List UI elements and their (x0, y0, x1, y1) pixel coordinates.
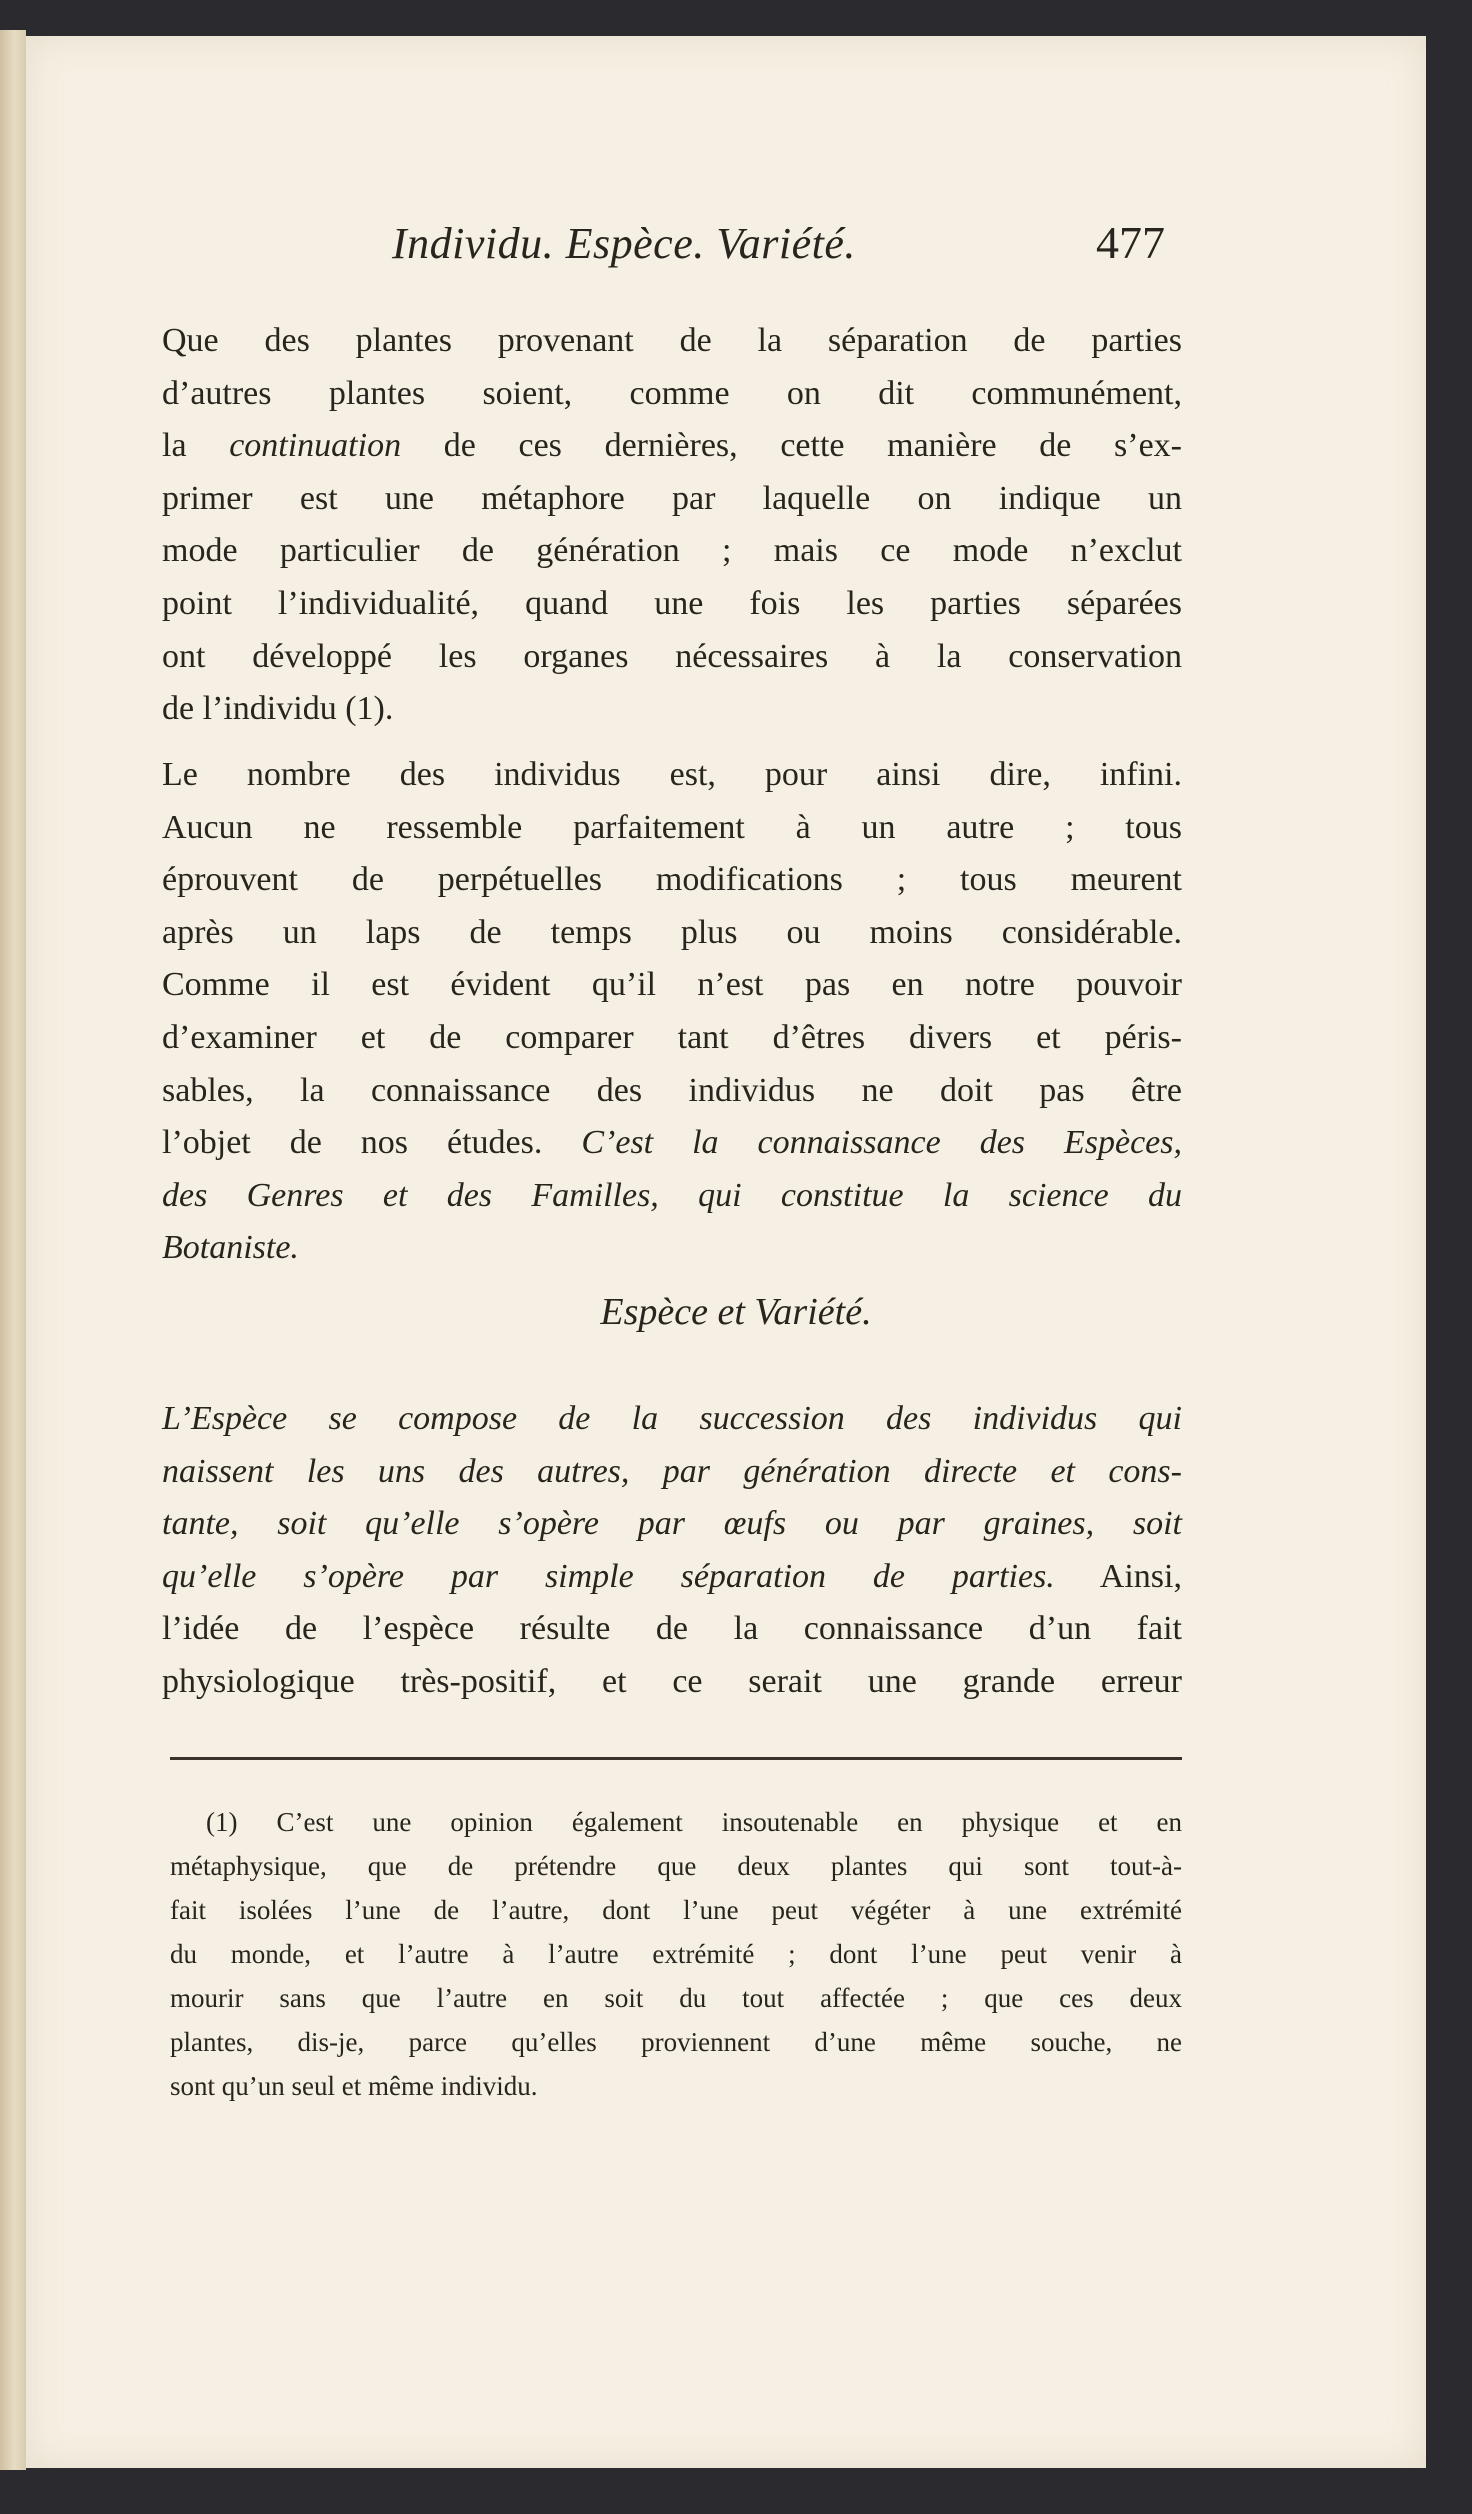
footnote (170, 1800, 1182, 2108)
text-run: la (162, 427, 230, 465)
text-line: tante, soit qu’elle s’opère par œufs ou par graines, soit (162, 1505, 1182, 1543)
text-line (162, 420, 1182, 473)
text-line: Aucun ne ressemble parfaitement à un autre ; tous (162, 808, 1182, 846)
footnote-line: plantes, dis-je, parce qu’elles proviennent d’une même souche, ne (170, 2027, 1182, 2057)
text-line: d’autres plantes soient, comme on dit communément, (162, 374, 1182, 412)
text-line: Comme il est évident qu’il n’est pas en notre pouvoir (162, 966, 1182, 1004)
text-line: Botaniste. (162, 1229, 299, 1267)
footnote-line: (1) C’est une opinion également insoutenable en physique et en (206, 1807, 1182, 1837)
text-line: Le nombre des individus est, pour ainsi dire, infini. (162, 756, 1182, 793)
text-line (162, 1117, 1182, 1170)
text-line: point l’individualité, quand une fois les parties séparées (162, 584, 1182, 622)
footnote-line: fait isolées l’une de l’autre, dont l’une peut végéter à une extrémité (170, 1895, 1182, 1925)
emphasis-run: qu’elle s’opère par simple séparation de parties. (162, 1557, 1055, 1595)
text-run: de ces dernières, cette manière de s’ex- (401, 427, 1182, 465)
section-heading: Espèce et Variété. (600, 1291, 872, 1333)
emphasis-continuation: continuation (229, 427, 402, 465)
text-line: après un laps de temps plus ou moins considérable. (162, 913, 1182, 951)
footnote-line: mourir sans que l’autre en soit du tout affectée ; que ces deux (170, 1983, 1182, 2013)
text-line: l’idée de l’espèce résulte de la connaissance d’un fait (162, 1610, 1182, 1648)
footnote-line: sont qu’un seul et même individu. (170, 2071, 538, 2101)
emphasis-run: C’est la connaissance des Espèces, (581, 1124, 1182, 1162)
text-line: ont développé les organes nécessaires à la conservation (162, 637, 1182, 675)
text-run: l’objet de nos études. (162, 1124, 582, 1162)
text-line: naissent les uns des autres, par génération directe et cons- (162, 1452, 1182, 1490)
footnote-line: du monde, et l’autre à l’autre extrémité ; dont l’une peut venir à (170, 1939, 1182, 1969)
page-number: 477 (1096, 217, 1165, 268)
footnote-divider (170, 1757, 1182, 1760)
text-line: d’examiner et de comparer tant d’êtres divers et péris- (162, 1018, 1182, 1056)
paragraph-1 (162, 315, 1182, 736)
text-run: Ainsi, (1054, 1557, 1182, 1595)
text-line: mode particulier de génération ; mais ce mode n’exclut (162, 532, 1182, 570)
book-edge (0, 30, 26, 2470)
footnote-line: métaphysique, que de prétendre que deux plantes qui sont tout-à- (170, 1851, 1182, 1881)
text-line: L’Espèce se compose de la succession des individus qui (162, 1400, 1182, 1437)
text-line: Que des plantes provenant de la séparation de parties (162, 322, 1182, 359)
text-line: primer est une métaphore par laquelle on indique un (162, 479, 1182, 517)
paragraph-2 (162, 749, 1182, 1275)
text-line (162, 1551, 1182, 1604)
paragraph-3 (162, 1393, 1182, 1709)
text-line: de l’individu (1). (162, 690, 394, 728)
text-line: des Genres et des Familles, qui constitue la science du (162, 1176, 1182, 1214)
running-title: Individu. Espèce. Variété. (392, 219, 856, 268)
text-line: physiologique très-positif, et ce serait une grande erreur (162, 1662, 1182, 1700)
text-line: sables, la connaissance des individus ne doit pas être (162, 1071, 1182, 1109)
text-line: éprouvent de perpétuelles modifications ; tous meurent (162, 861, 1182, 899)
